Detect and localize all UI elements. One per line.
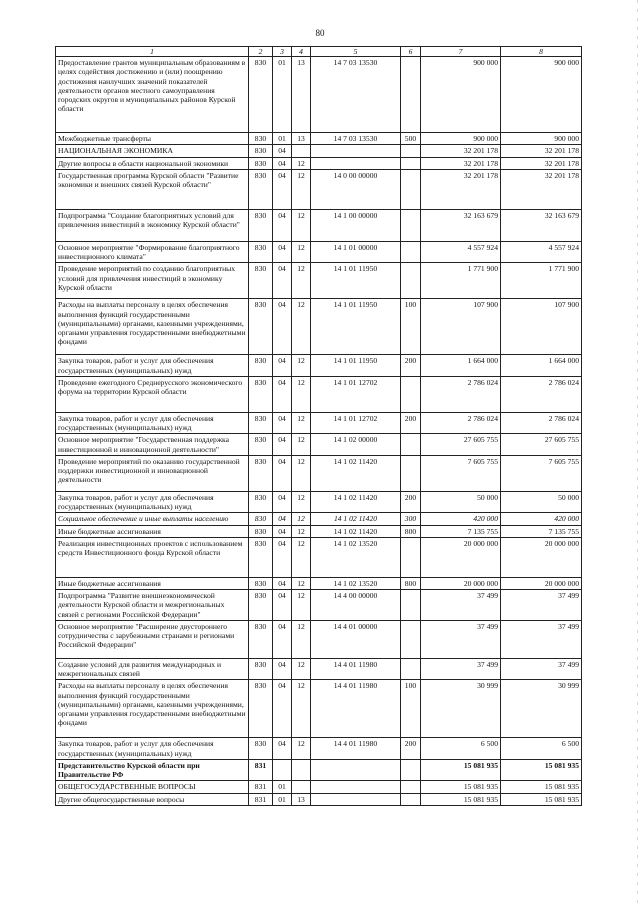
row-target-article: 14 4 01 11980 — [311, 738, 401, 760]
table-row — [56, 169, 582, 209]
row-admin-code: 830 — [249, 57, 273, 133]
row-name: Основное мероприятие "Государственная поддержка инвестиционной и инновационной деятельности" — [56, 434, 249, 456]
row-name: Другие вопросы в области национальной экономики — [56, 157, 249, 169]
row-amount-year1: 7 605 755 — [421, 455, 501, 491]
header-row — [56, 47, 582, 57]
row-expense-type — [401, 209, 421, 241]
row-amount-year2: 420 000 — [501, 513, 582, 525]
row-section: 04 — [273, 241, 292, 263]
row-expense-type — [401, 263, 421, 299]
row-section: 04 — [273, 577, 292, 589]
table-row — [56, 525, 582, 537]
row-target-article: 14 1 02 11420 — [311, 525, 401, 537]
row-section: 04 — [273, 209, 292, 241]
row-section: 04 — [273, 620, 292, 658]
table-body — [56, 57, 582, 806]
row-target-article: 14 4 01 11980 — [311, 680, 401, 738]
row-admin-code: 830 — [249, 620, 273, 658]
row-subsection: 12 — [292, 658, 311, 680]
row-expense-type: 800 — [401, 525, 421, 537]
row-expense-type: 100 — [401, 680, 421, 738]
row-name: Государственная программа Курской области "Развитие экономики и внешних связей Курской области" — [56, 169, 249, 209]
row-target-article: 14 1 02 00000 — [311, 434, 401, 456]
scan-edge — [637, 0, 638, 905]
row-expense-type — [401, 157, 421, 169]
table-row — [56, 209, 582, 241]
row-expense-type — [401, 759, 421, 781]
table-row — [56, 455, 582, 491]
row-amount-year1: 900 000 — [421, 133, 501, 145]
row-name: Проведение мероприятий по оказанию государственной поддержки инвестиционной и инновационной деятельности — [56, 455, 249, 491]
row-subsection: 12 — [292, 376, 311, 412]
row-admin-code: 831 — [249, 759, 273, 781]
row-subsection: 13 — [292, 133, 311, 145]
row-admin-code: 830 — [249, 577, 273, 589]
row-expense-type — [401, 590, 421, 621]
table-row — [56, 537, 582, 577]
row-expense-type: 300 — [401, 513, 421, 525]
row-amount-year2: 37 499 — [501, 620, 582, 658]
row-amount-year1: 27 605 755 — [421, 434, 501, 456]
row-amount-year1: 2 786 024 — [421, 412, 501, 434]
row-target-article: 14 1 02 13520 — [311, 537, 401, 577]
budget-table — [55, 46, 582, 806]
row-admin-code: 830 — [249, 263, 273, 299]
row-expense-type — [401, 620, 421, 658]
row-subsection — [292, 759, 311, 781]
table-row — [56, 738, 582, 760]
row-target-article: 14 0 00 00000 — [311, 169, 401, 209]
header-col-4: 4 — [292, 47, 311, 57]
header-col-5: 5 — [311, 47, 401, 57]
row-target-article: 14 4 01 11980 — [311, 658, 401, 680]
row-admin-code: 830 — [249, 513, 273, 525]
row-amount-year1: 50 000 — [421, 491, 501, 513]
row-subsection: 12 — [292, 355, 311, 377]
header-col-6: 6 — [401, 47, 421, 57]
row-amount-year2: 20 000 000 — [501, 577, 582, 589]
row-subsection: 12 — [292, 620, 311, 658]
row-expense-type — [401, 658, 421, 680]
row-amount-year2: 32 201 178 — [501, 169, 582, 209]
row-subsection: 12 — [292, 738, 311, 760]
row-expense-type — [401, 537, 421, 577]
row-expense-type — [401, 434, 421, 456]
row-amount-year2: 15 081 935 — [501, 781, 582, 793]
row-subsection: 12 — [292, 491, 311, 513]
row-admin-code: 831 — [249, 793, 273, 805]
row-section: 04 — [273, 525, 292, 537]
row-target-article — [311, 145, 401, 157]
row-subsection: 12 — [292, 169, 311, 209]
row-name: Иные бюджетные ассигнования — [56, 577, 249, 589]
row-subsection: 12 — [292, 209, 311, 241]
row-amount-year2: 2 786 024 — [501, 376, 582, 412]
row-name: Проведение мероприятий по созданию благоприятных условий для привлечения инвестиций в экономику Курской области — [56, 263, 249, 299]
row-target-article: 14 1 01 00000 — [311, 241, 401, 263]
row-expense-type — [401, 241, 421, 263]
row-amount-year2: 37 499 — [501, 590, 582, 621]
row-amount-year1: 15 081 935 — [421, 793, 501, 805]
row-target-article: 14 1 00 00000 — [311, 209, 401, 241]
row-expense-type: 200 — [401, 491, 421, 513]
table-row — [56, 590, 582, 621]
row-target-article: 14 1 01 11950 — [311, 299, 401, 355]
row-name: Закупка товаров, работ и услуг для обеспечения государственных (муниципальных) нужд — [56, 738, 249, 760]
row-admin-code: 830 — [249, 355, 273, 377]
row-name: Расходы на выплаты персоналу в целях обеспечения выполнения функций государственными (муниципальными) органами, казенными учреждениями, органами управления государственными внебюджетными фондами — [56, 299, 249, 355]
row-name: Расходы на выплаты персоналу в целях обеспечения выполнения функций государственными (муниципальными) органами, казенными учреждениями, органами управления государственными внебюджетными фондами — [56, 680, 249, 738]
row-amount-year1: 6 500 — [421, 738, 501, 760]
row-amount-year2: 30 999 — [501, 680, 582, 738]
row-amount-year1: 2 786 024 — [421, 376, 501, 412]
row-amount-year2: 32 201 178 — [501, 145, 582, 157]
row-name: Социальное обеспечение и иные выплаты населению — [56, 513, 249, 525]
row-section: 04 — [273, 434, 292, 456]
row-section: 04 — [273, 513, 292, 525]
row-amount-year2: 7 605 755 — [501, 455, 582, 491]
row-name: Реализация инвестиционных проектов с использованием средств Инвестиционного фонда Курской области — [56, 537, 249, 577]
row-amount-year1: 37 499 — [421, 658, 501, 680]
row-subsection: 12 — [292, 299, 311, 355]
row-target-article: 14 1 01 12702 — [311, 376, 401, 412]
row-name: Другие общегосударственные вопросы — [56, 793, 249, 805]
row-amount-year1: 20 000 000 — [421, 537, 501, 577]
table-row — [56, 793, 582, 805]
row-subsection: 12 — [292, 412, 311, 434]
row-name: Межбюджетные трансферты — [56, 133, 249, 145]
row-expense-type — [401, 145, 421, 157]
row-section: 01 — [273, 793, 292, 805]
table-row — [56, 513, 582, 525]
row-amount-year1: 15 081 935 — [421, 759, 501, 781]
row-target-article: 14 1 01 11950 — [311, 263, 401, 299]
row-amount-year1: 4 557 924 — [421, 241, 501, 263]
row-section: 04 — [273, 680, 292, 738]
row-subsection: 13 — [292, 57, 311, 133]
table-row — [56, 57, 582, 133]
row-expense-type — [401, 781, 421, 793]
row-subsection — [292, 145, 311, 157]
row-amount-year2: 107 900 — [501, 299, 582, 355]
row-target-article — [311, 793, 401, 805]
row-section: 04 — [273, 263, 292, 299]
row-name: ОБЩЕГОСУДАРСТВЕННЫЕ ВОПРОСЫ — [56, 781, 249, 793]
row-amount-year1: 900 000 — [421, 57, 501, 133]
row-section: 04 — [273, 355, 292, 377]
row-name: Закупка товаров, работ и услуг для обеспечения государственных (муниципальных) нужд — [56, 355, 249, 377]
row-name: Представительство Курской области при Правительстве РФ — [56, 759, 249, 781]
row-admin-code: 830 — [249, 169, 273, 209]
table-row — [56, 241, 582, 263]
row-section: 04 — [273, 455, 292, 491]
table-row — [56, 299, 582, 355]
row-name: Основное мероприятие "Расширение двустороннего сотрудничества с зарубежными странами и регионами Российской Федерации" — [56, 620, 249, 658]
row-target-article: 14 4 00 00000 — [311, 590, 401, 621]
row-target-article: 14 1 01 11950 — [311, 355, 401, 377]
row-amount-year1: 32 163 679 — [421, 209, 501, 241]
row-subsection: 12 — [292, 680, 311, 738]
row-amount-year2: 50 000 — [501, 491, 582, 513]
row-admin-code: 830 — [249, 145, 273, 157]
row-target-article: 14 1 01 12702 — [311, 412, 401, 434]
table-row — [56, 434, 582, 456]
row-section: 04 — [273, 299, 292, 355]
row-admin-code: 830 — [249, 455, 273, 491]
row-admin-code: 830 — [249, 241, 273, 263]
row-admin-code: 830 — [249, 680, 273, 738]
row-admin-code: 830 — [249, 299, 273, 355]
row-subsection — [292, 781, 311, 793]
row-target-article — [311, 781, 401, 793]
row-expense-type: 500 — [401, 133, 421, 145]
table-row — [56, 145, 582, 157]
row-expense-type — [401, 169, 421, 209]
row-section: 04 — [273, 658, 292, 680]
row-target-article — [311, 759, 401, 781]
row-admin-code: 830 — [249, 537, 273, 577]
table-row — [56, 491, 582, 513]
row-expense-type: 800 — [401, 577, 421, 589]
row-name: Предоставление грантов муниципальным образованиям в целях содействия достижению и (или) поощрению достижения наилучших значений показателей деятельности органов местного самоуправления городских округов и муниципальных районов Курской области — [56, 57, 249, 133]
row-expense-type: 100 — [401, 299, 421, 355]
table-row — [56, 376, 582, 412]
table-row — [56, 620, 582, 658]
row-admin-code: 830 — [249, 590, 273, 621]
row-section: 01 — [273, 133, 292, 145]
table-row — [56, 781, 582, 793]
row-subsection: 12 — [292, 513, 311, 525]
row-expense-type — [401, 376, 421, 412]
page-number: 80 — [315, 28, 325, 38]
row-name: Закупка товаров, работ и услуг для обеспечения государственных (муниципальных) нужд — [56, 491, 249, 513]
row-expense-type — [401, 57, 421, 133]
row-amount-year1: 15 081 935 — [421, 781, 501, 793]
row-amount-year2: 32 201 178 — [501, 157, 582, 169]
row-name: Проведение ежегодного Среднерусского экономического форума на территории Курской области — [56, 376, 249, 412]
row-subsection: 12 — [292, 590, 311, 621]
row-subsection: 12 — [292, 577, 311, 589]
row-amount-year2: 32 163 679 — [501, 209, 582, 241]
table-row — [56, 157, 582, 169]
row-section: 04 — [273, 376, 292, 412]
row-amount-year2: 900 000 — [501, 133, 582, 145]
row-section: 04 — [273, 491, 292, 513]
row-expense-type: 200 — [401, 355, 421, 377]
row-section — [273, 759, 292, 781]
row-target-article — [311, 157, 401, 169]
row-subsection: 12 — [292, 263, 311, 299]
table-row — [56, 355, 582, 377]
row-target-article: 14 1 02 11420 — [311, 513, 401, 525]
row-subsection: 12 — [292, 537, 311, 577]
row-name: Иные бюджетные ассигнования — [56, 525, 249, 537]
row-target-article: 14 1 02 13520 — [311, 577, 401, 589]
table-row — [56, 263, 582, 299]
row-subsection: 12 — [292, 241, 311, 263]
table-row — [56, 759, 582, 781]
row-target-article: 14 7 03 13530 — [311, 133, 401, 145]
table-row — [56, 133, 582, 145]
row-name: НАЦИОНАЛЬНАЯ ЭКОНОМИКА — [56, 145, 249, 157]
row-subsection: 12 — [292, 434, 311, 456]
row-amount-year1: 107 900 — [421, 299, 501, 355]
row-amount-year1: 1 771 900 — [421, 263, 501, 299]
row-admin-code: 830 — [249, 434, 273, 456]
row-amount-year2: 900 000 — [501, 57, 582, 133]
row-amount-year2: 20 000 000 — [501, 537, 582, 577]
row-subsection: 12 — [292, 157, 311, 169]
table-row — [56, 658, 582, 680]
row-section: 04 — [273, 145, 292, 157]
row-amount-year2: 4 557 924 — [501, 241, 582, 263]
row-admin-code: 830 — [249, 376, 273, 412]
row-amount-year2: 7 135 755 — [501, 525, 582, 537]
table-row — [56, 680, 582, 738]
row-subsection: 12 — [292, 455, 311, 491]
row-amount-year1: 32 201 178 — [421, 145, 501, 157]
row-subsection: 12 — [292, 525, 311, 537]
table-row — [56, 412, 582, 434]
row-section: 01 — [273, 781, 292, 793]
row-admin-code: 830 — [249, 525, 273, 537]
header-col-3: 3 — [273, 47, 292, 57]
row-amount-year2: 2 786 024 — [501, 412, 582, 434]
row-amount-year2: 15 081 935 — [501, 759, 582, 781]
row-admin-code: 831 — [249, 781, 273, 793]
row-admin-code: 830 — [249, 133, 273, 145]
header-col-1: 1 — [56, 47, 249, 57]
row-amount-year2: 15 081 935 — [501, 793, 582, 805]
row-section: 01 — [273, 57, 292, 133]
row-section: 04 — [273, 738, 292, 760]
header-col-8: 8 — [501, 47, 582, 57]
row-amount-year1: 37 499 — [421, 590, 501, 621]
row-amount-year2: 6 500 — [501, 738, 582, 760]
row-section: 04 — [273, 537, 292, 577]
row-name: Подпрограмма "Создание благоприятных условий для привлечения инвестиций в экономику Курской области" — [56, 209, 249, 241]
row-amount-year1: 30 999 — [421, 680, 501, 738]
row-name: Подпрограмма "Развитие внешнеэкономической деятельности Курской области и межрегиональных связей с регионами Российской Федерации" — [56, 590, 249, 621]
header-col-7: 7 — [421, 47, 501, 57]
row-amount-year2: 1 664 000 — [501, 355, 582, 377]
row-amount-year1: 7 135 755 — [421, 525, 501, 537]
row-name: Закупка товаров, работ и услуг для обеспечения государственных (муниципальных) нужд — [56, 412, 249, 434]
row-admin-code: 830 — [249, 738, 273, 760]
row-target-article: 14 7 03 13530 — [311, 57, 401, 133]
row-amount-year1: 32 201 178 — [421, 169, 501, 209]
row-admin-code: 830 — [249, 209, 273, 241]
table-row — [56, 577, 582, 589]
row-expense-type — [401, 455, 421, 491]
row-target-article: 14 1 02 11420 — [311, 491, 401, 513]
row-admin-code: 830 — [249, 412, 273, 434]
row-section: 04 — [273, 412, 292, 434]
row-section: 04 — [273, 157, 292, 169]
row-amount-year2: 37 499 — [501, 658, 582, 680]
row-target-article: 14 4 01 00000 — [311, 620, 401, 658]
row-section: 04 — [273, 590, 292, 621]
row-amount-year1: 32 201 178 — [421, 157, 501, 169]
row-amount-year1: 37 499 — [421, 620, 501, 658]
row-expense-type — [401, 793, 421, 805]
row-target-article: 14 1 02 11420 — [311, 455, 401, 491]
row-name: Основное мероприятие "Формирование благоприятного инвестиционного климата" — [56, 241, 249, 263]
row-admin-code: 830 — [249, 157, 273, 169]
row-admin-code: 830 — [249, 491, 273, 513]
row-expense-type: 200 — [401, 738, 421, 760]
row-amount-year1: 1 664 000 — [421, 355, 501, 377]
row-amount-year2: 27 605 755 — [501, 434, 582, 456]
row-section: 04 — [273, 169, 292, 209]
row-name: Создание условий для развития международных и межрегиональных связей — [56, 658, 249, 680]
row-subsection: 13 — [292, 793, 311, 805]
row-amount-year1: 420 000 — [421, 513, 501, 525]
row-amount-year2: 1 771 900 — [501, 263, 582, 299]
header-col-2: 2 — [249, 47, 273, 57]
row-admin-code: 830 — [249, 658, 273, 680]
row-expense-type: 200 — [401, 412, 421, 434]
row-amount-year1: 20 000 000 — [421, 577, 501, 589]
